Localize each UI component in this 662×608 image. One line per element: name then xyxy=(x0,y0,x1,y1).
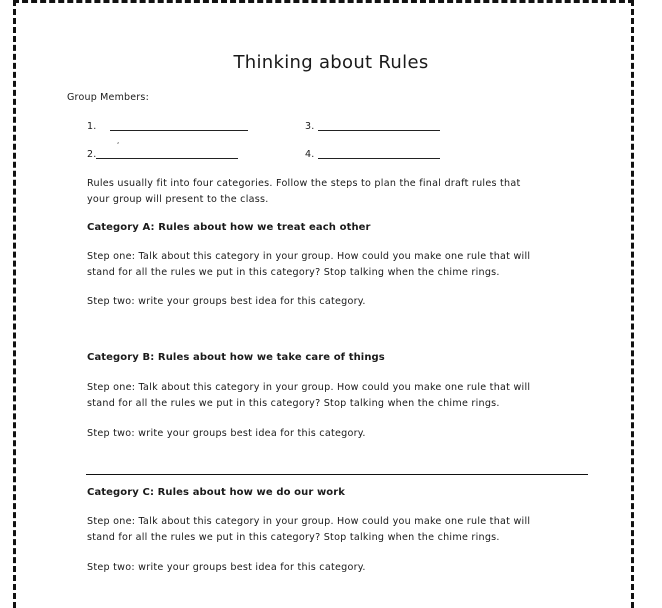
category-b-step-one-line-2: stand for all the rules we put in this category? Stop talking when the chime rings. xyxy=(87,398,500,409)
member-number-4: 4. xyxy=(305,149,315,160)
stray-mark: , xyxy=(117,137,120,145)
category-c-heading: Category C: Rules about how we do our work xyxy=(87,487,346,498)
member-blank-1[interactable] xyxy=(110,130,248,131)
member-number-3: 3. xyxy=(305,121,315,132)
category-a-heading: Category A: Rules about how we treat each other xyxy=(87,222,371,233)
category-c-step-one-line-1: Step one: Talk about this category in your group. How could you make one rule that will xyxy=(87,516,531,527)
dashed-border-right xyxy=(631,0,634,608)
category-a-step-one-line-2: stand for all the rules we put in this category? Stop talking when the chime rings. xyxy=(87,267,500,278)
member-blank-3[interactable] xyxy=(318,130,440,131)
category-b-step-two: Step two: write your groups best idea for this category. xyxy=(87,428,366,439)
group-members-label: Group Members: xyxy=(67,92,149,103)
section-divider xyxy=(86,474,588,475)
category-a-step-two: Step two: write your groups best idea for this category. xyxy=(87,296,366,307)
member-blank-4[interactable] xyxy=(318,158,440,159)
member-number-2: 2. xyxy=(87,149,97,160)
intro-line-2: your group will present to the class. xyxy=(87,194,269,205)
intro-line-1: Rules usually fit into four categories. Follow the steps to plan the final draft rules that xyxy=(87,178,521,189)
category-a-step-one-line-1: Step one: Talk about this category in your group. How could you make one rule that will xyxy=(87,251,531,262)
category-c-step-two: Step two: write your groups best idea for this category. xyxy=(87,562,366,573)
member-blank-2[interactable] xyxy=(96,158,238,159)
page-title: Thinking about Rules xyxy=(233,52,429,73)
category-b-heading: Category B: Rules about how we take care of things xyxy=(87,352,385,363)
member-number-1: 1. xyxy=(87,121,97,132)
category-c-step-one-line-2: stand for all the rules we put in this category? Stop talking when the chime rings. xyxy=(87,532,500,543)
dashed-border-left xyxy=(13,0,16,608)
dashed-border-top xyxy=(13,0,634,3)
category-b-step-one-line-1: Step one: Talk about this category in your group. How could you make one rule that will xyxy=(87,382,531,393)
